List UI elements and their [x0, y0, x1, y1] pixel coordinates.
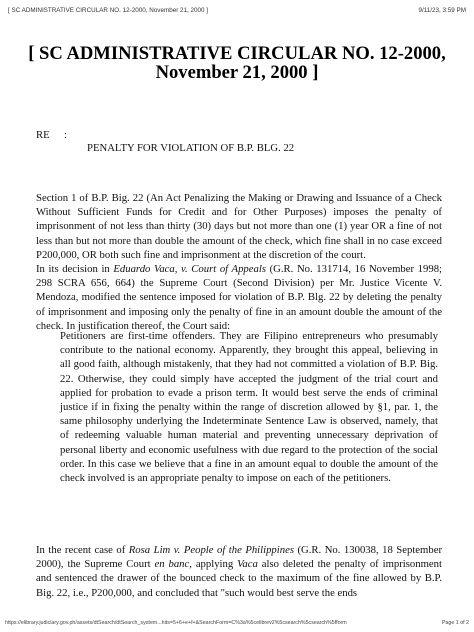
paragraph-vaca-decision: [36, 262, 442, 333]
para2-text-post: (G.R. No. 131714, 16 November 1998; 298 SCRA 656, 664) the Supreme Court (Second Division) per Mr. Justice Vicente V. Mendoza, modified the sentence imposed for violation of B.P. Blg. 22 by deleting the penalty of imprisonment and imposing only the penalty of fine in an amount double the amount of the check. In justification thereof, the Court said:: [36, 263, 443, 332]
print-header: [8, 4, 466, 18]
header-doc-ref: [ SC ADMINISTRATIVE CIRCULAR NO. 12-2000, November 21, 2000 ]: [8, 7, 209, 14]
paragraph-section-1: Section 1 of B.P. Big. 22 (An Act Penalizing the Making or Drawing and Issuance of a Check Without Sufficient Funds for Credit and for Other Purposes) imposes the penalty of imprisonment of not less than thirty (30) days but not more than one (1) year OR a fine of not less than but not more than double the amount of the check, which fine shall in no case exceed P200,000, OR both such fine and imprisonment at the discretion of the court.: [36, 192, 442, 261]
print-footer: [5, 617, 469, 629]
en-banc-text: en banc: [154, 558, 190, 571]
title-line-1: [ SC ADMINISTRATIVE CIRCULAR NO. 12-2000,: [28, 43, 446, 64]
re-label: RE: [36, 129, 50, 141]
case-name-vaca: Eduardo Vaca, v. Court of Appeals: [113, 263, 266, 275]
case-name-rosa-lim: Rosa Lim v. People of the Philippines: [128, 544, 294, 556]
para3-text-mid-2: , applying: [189, 558, 238, 571]
block-quote: Petitioners are first-time offenders. They are Filipino entrepreneurs who presumably contribute to the national economy. Apparently, they brought this appeal, believing in all good faith, although mistakenly, that they had not committed a violation of B.P. Big. 22. Otherwise, they could simply have accepted the judgment of the trial court and applied for probation to evade a prison term. It would best serve the ends of criminal justice if in fixing the penalty within the range of discretion allowed by §1, par. 1, the same philosophy underlying the Indeterminate Sentence Law is observed, namely, that of redeeming valuable human material and preventing unnecessary deprivation of personal liberty and economic usefulness with due regard to the protection of the social order. In this case we believe that a fine in an amount equal to double the amount of the check involved is an appropriate penalty to impose on each of the petitioners.: [60, 330, 438, 485]
para3-text-pre: In the recent case of: [36, 544, 129, 556]
footer-url: https://elibrary.judiciary.gov.ph/assets/dtSearch/dtSearch_system...hits=5+6+e+f+&SearchForm=C%3a%5celibrev2%5csearch%5csearch%5fform: [5, 620, 347, 626]
para3-text-mid-1: (G.R. No. 130038, 18 September 2000), the Supreme Court: [36, 544, 443, 571]
header-timestamp: 9/11/23, 3:59 PM: [418, 7, 466, 14]
footer-page-number: Page 1 of 2: [441, 620, 469, 626]
re-colon: :: [64, 129, 67, 141]
re-subject: PENALTY FOR VIOLATION OF B.P. BLG. 22: [87, 142, 295, 154]
page-title: [0, 44, 474, 82]
vaca-ref: Vaca: [237, 558, 258, 571]
para2-text-pre: In its decision in: [36, 263, 114, 275]
paragraph-rosa-lim: [36, 543, 442, 600]
title-line-2: November 21, 2000 ]: [155, 62, 319, 83]
para3-text-post: also deleted the penalty of imprisonment and sentenced the drawer of the bounced check to the maximum of the fine allowed by B.P. Big. 22, i.e., P200,000, and concluded that "such would best serve the ends: [36, 558, 442, 599]
